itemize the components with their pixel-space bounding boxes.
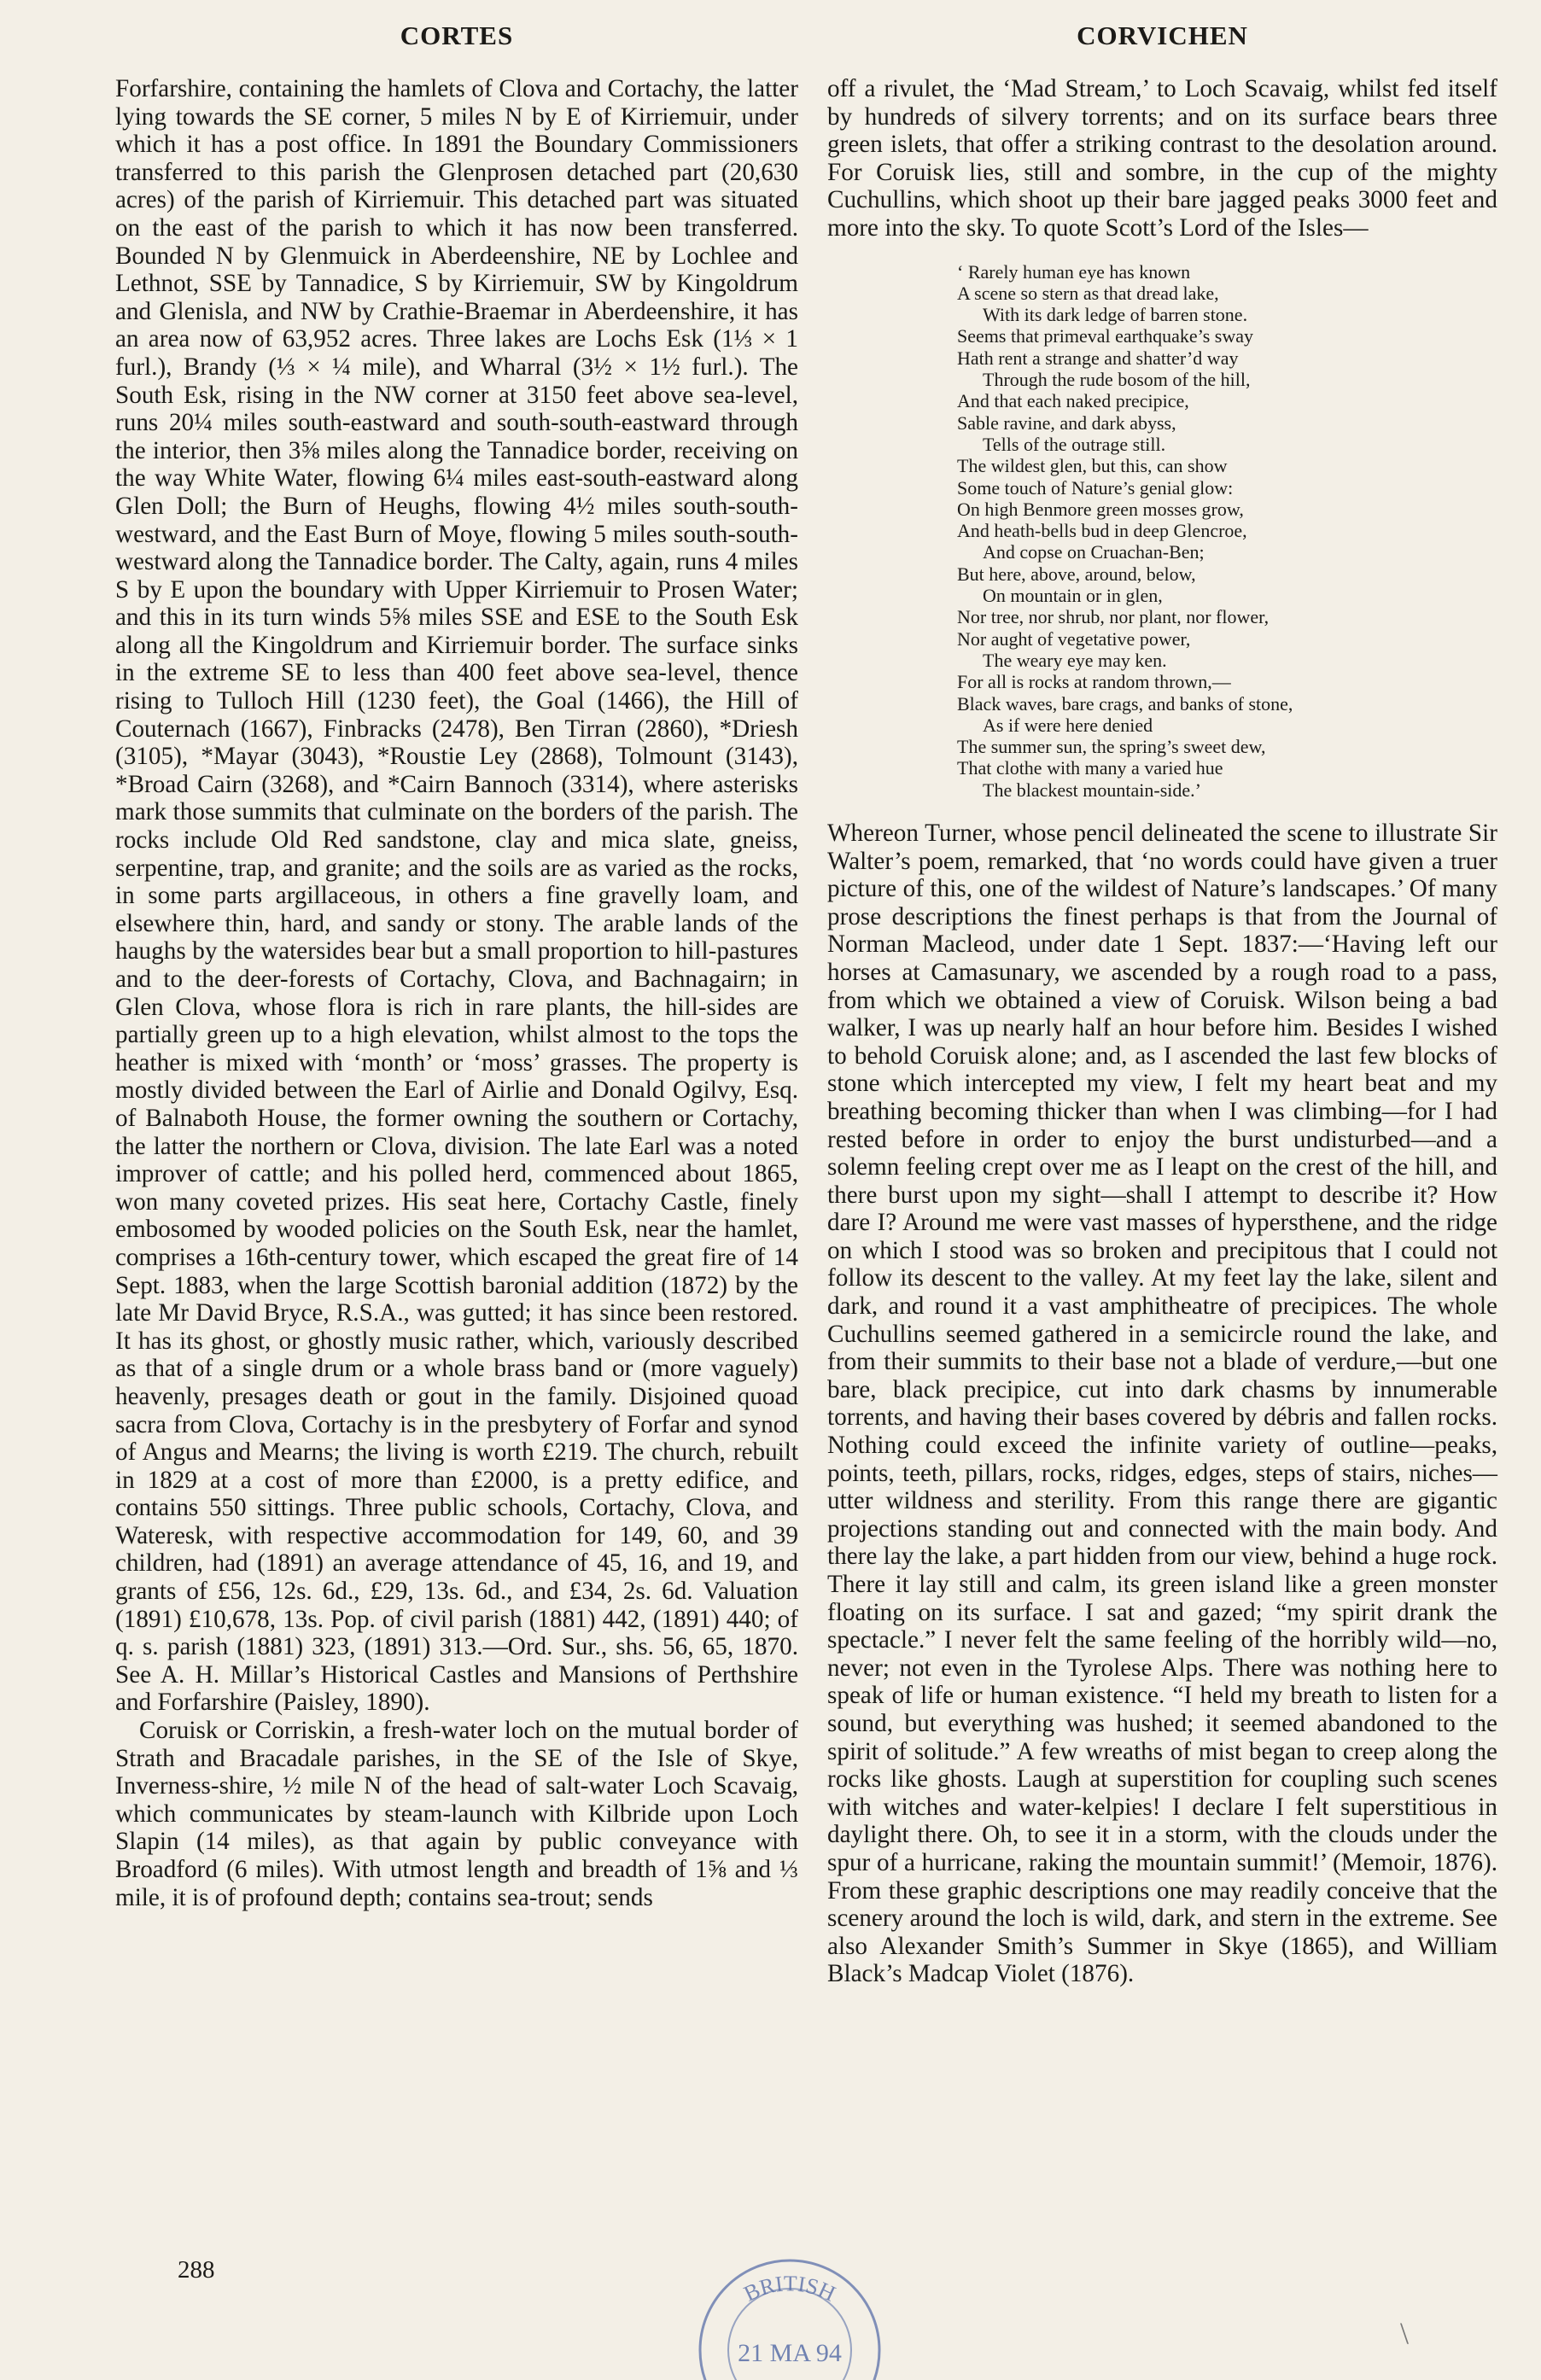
poem-line: And that each naked precipice, — [957, 390, 1189, 412]
poem-line: The weary eye may ken. — [983, 649, 1167, 671]
stamp-top-text: BRITISH — [739, 2271, 840, 2307]
poem-line: Black waves, bare crags, and banks of stone, — [957, 692, 1293, 715]
coruisk-continuation: off a rivulet, the ‘Mad Stream,’ to Loch Scavaig, whilst fed itself by hundreds of silvery torrents; and on its surface bears three green islets, that offer a striking contrast to the desolation around. For Coruisk lies, still and sombre, in the cup of the mighty Cuchullins, which shoot up their bare jagged peaks 3000 feet and more into the sky. To quote Scott’s Lord of the Isles— — [827, 75, 1497, 242]
poem-line: Hath rent a strange and shatter’d way — [957, 347, 1239, 369]
poem-line: On high Benmore green mosses grow, — [957, 498, 1244, 520]
poem-line: The wildest glen, but this, can show — [957, 455, 1228, 477]
poem-line: As if were here denied — [983, 714, 1153, 736]
poem-line: Seems that primeval earthquake’s sway — [957, 325, 1254, 347]
poem-line: And heath-bells bud in deep Glencroe, — [957, 520, 1247, 542]
left-running-head: CORTES — [400, 20, 514, 50]
poem-line: Nor aught of vegetative power, — [957, 627, 1191, 650]
library-stamp — [687, 2243, 892, 2380]
poem-line: Through the rude bosom of the hill, — [983, 369, 1251, 391]
poem-line: With its dark ledge of barren stone. — [983, 304, 1248, 326]
corner-mark: \ — [1400, 2316, 1410, 2350]
left-column — [115, 75, 798, 1911]
poem-line: For all is rocks at random thrown,— — [957, 671, 1231, 693]
poem-line: Sable ravine, and dark abyss, — [957, 411, 1176, 434]
poem-line: And copse on Cruachan-Ben; — [983, 541, 1205, 563]
poem-line: That clothe with many a varied hue — [957, 757, 1223, 779]
poem-line: Tells of the outrage still. — [983, 433, 1166, 455]
poem-line: ‘ Rarely human eye has known — [957, 260, 1191, 283]
poem-line: But here, above, around, below, — [957, 563, 1196, 585]
stamp-date-text: 21 MA 94 — [738, 2339, 842, 2367]
poem-line: Some touch of Nature’s genial glow: — [957, 476, 1234, 499]
poem-line: A scene so stern as that dread lake, — [957, 282, 1219, 304]
poem-line: The summer sun, the spring’s sweet dew, — [957, 736, 1266, 758]
coruisk-paragraph: Coruisk or Corriskin, a fresh-water loch on the mutual border of Strath and Bracadale parishes, in the SE of the Isle of Skye, Inverness-shire, ½ mile N of the head of salt-water Loch Scavaig, which communicates by steam-launch with Kilbride upon Loch Slapin (14 miles), as that again by public conveyance with Broadford (6 miles). With utmost length and breadth of 1⅝ and ⅓ mile, it is of profound depth; contains sea-trout; sends — [115, 1717, 798, 1911]
poem-line: The blackest mountain-side.’ — [983, 779, 1201, 801]
turner-paragraph: Whereon Turner, whose pencil delineated the scene to illustrate Sir Walter’s poem, remarked, that ‘no words could have given a truer picture of this, one of the wildest of Nature’s landscapes.’ Of many prose descriptions the finest perhaps is that from the Journal of Norman Macleod, under date 1 Sept. 1837:—‘Having left our horses at Camasunary, we ascended by a rough road to a pass, from which we obtained a view of Coruisk. Wilson being a bad walker, I was up nearly half an hour before him. Besides I wished to behold Coruisk alone; and, as I ascended the last few blocks of stone which intercepted my view, I felt my heart beat and my breathing becoming thicker than when I was climbing—for I had rested before in order to enjoy the burst undisturbed—and a solemn feeling crept over me as I leapt on the crest of the hill, and there burst upon my sight—shall I attempt to describe it? How dare I? Around me were vast masses of hypersthene, and the ridge on which I stood was so broken and precipitous that I could not follow its descent to the valley. At my feet lay the lake, silent and dark, and round it a vast amphitheatre of precipices. The whole Cuchullins seemed gathered in a semicircle round the lake, and from their summits to their base not a blade of verdure,—but one bare, black precipice, cut into dark chasms by innumerable torrents, and having their bases covered by débris and fallen rocks. Nothing could exceed the infinite variety of outline—peaks, points, teeth, pillars, rocks, ridges, edges, steps of stairs, niches—utter wildness and sterility. From this range there are gigantic projections standing out and connected with the main body. And there lay the lake, a part hidden from our view, behind a huge rock. There it lay still and calm, its green island like a green monster floating on its surface. I sat and gazed; “my spirit drank the spectacle.” I never felt the same feeling of the horribly wild—no, never; not even in the Tyrolese Alps. There was nothing here to speak of life or human existence. “I held my breath to listen for a sound, but everything was hushed; it seemed abandoned to the spirit of solitude.” A few wreaths of mist began to creep along the rocks like ghosts. Laugh at superstition for coupling such scenes with witches and water-kelpies! I declare I felt superstitious in daylight there. Oh, to see it in a storm, with the clouds under the spur of a hurricane, raking the mountain summit!’ (Memoir, 1876). From these graphic descriptions one may readily conceive that the scenery around the loch is wild, dark, and stern in the extreme. See also Alexander Smith’s Summer in Skye (1865), and William Black’s Madcap Violet (1876). — [827, 819, 1497, 1988]
poem-line: On mountain or in glen, — [983, 585, 1163, 607]
page-number: 288 — [178, 2256, 215, 2284]
right-column — [827, 75, 1497, 1988]
poem-line: Nor tree, nor shrub, nor plant, nor flower, — [957, 606, 1270, 628]
right-running-head: CORVICHEN — [1077, 20, 1248, 50]
poem-quote — [957, 261, 1497, 801]
cortachy-paragraph: Forfarshire, containing the hamlets of Clova and Cortachy, the latter lying towards the SE corner, 5 miles N by E of Kirriemuir, under which it has a post office. In 1891 the Boundary Commissioners transferred to this parish the Glenprosen detached part (20,630 acres) of the parish of Kirriemuir. This detached part was situated on the east of the parish to which it has now been transferred. Bounded N by Glenmuick in Aberdeenshire, NE by Lochlee and Lethnot, SSE by Tannadice, S by Kirriemuir, SW by Kingoldrum and Glenisla, and NW by Crathie-Braemar in Aberdeenshire, it has an area now of 63,952 acres. Three lakes are Lochs Esk (1⅓ × 1 furl.), Brandy (⅓ × ¼ mile), and Wharral (3½ × 1½ furl.). The South Esk, rising in the NW corner at 3150 feet above sea-level, runs 20¼ miles south-eastward and south-south-eastward through the interior, then 3⅝ miles along the Tannadice border, receiving on the way White Water, flowing 6¼ miles east-south-eastward along Glen Doll; the Burn of Heughs, flowing 4½ miles south-south-westward, and the East Burn of Moye, flowing 5 miles south-south-westward along the Tannadice border. The Calty, again, runs 4 miles S by E upon the boundary with Upper Kirriemuir to Prosen Water; and this in its turn winds 5⅝ miles SSE and ESE to the South Esk along all the Kingoldrum and Kirriemuir border. The surface sinks in the extreme SE to less than 400 feet above sea-level, thence rising to Tulloch Hill (1230 feet), the Goal (1466), the Hill of Couternach (1667), Finbracks (2478), Ben Tirran (2860), *Driesh (3105), *Mayar (3043), *Roustie Ley (2868), Tolmount (3143), *Broad Cairn (3268), and *Cairn Bannoch (3314), where asterisks mark those summits that culminate on the borders of the parish. The rocks include Old Red sandstone, clay and mica slate, gneiss, serpentine, trap, and granite; and the soils are as varied as the rocks, in some parts argillaceous, in others a fine gravelly loam, and elsewhere thin, hard, and sandy or stony. The arable lands of the haughs by the watersides bear but a small proportion to hill-pastures and to the deer-forests of Cortachy, Clova, and Bachnagairn; in Glen Clova, whose flora is rich in rare plants, the hill-sides are partially green up to a high elevation, whilst almost to the tops the heather is mixed with ‘month’ or ‘moss’ grasses. The property is mostly divided between the Earl of Airlie and Donald Ogilvy, Esq. of Balnaboth House, the former owning the southern or Cortachy, the latter the northern or Clova, division. The late Earl was a noted improver of cattle; and his polled herd, commenced about 1865, won many coveted prizes. His seat here, Cortachy Castle, finely embosomed by wooded policies on the South Esk, near the hamlet, comprises a 16th-century tower, which escaped the great fire of 14 Sept. 1883, when the large Scottish baronial addition (1872) by the late Mr David Bryce, R.S.A., was gutted; it has since been restored. It has its ghost, or ghostly music rather, which, variously described as that of a single drum or a whole brass band or (more vaguely) heavenly, presages death or gout in the family. Disjoined quoad sacra from Clova, Cortachy is in the presbytery of Forfar and synod of Angus and Mearns; the living is worth £219. The church, rebuilt in 1829 at a cost of more than £2000, is a pretty edifice, and contains 550 sittings. Three public schools, Cortachy, Clova, and Wateresk, with respective accommodation for 149, 60, and 39 children, had (1891) an average attendance of 45, 16, and 19, and grants of £56, 12s. 6d., £29, 13s. 6d., and £34, 2s. 6d. Valuation (1891) £10,678, 13s. Pop. of civil parish (1881) 442, (1891) 440; of q. s. parish (1881) 323, (1891) 313.—Ord. Sur., shs. 56, 65, 1870. See A. H. Millar’s Historical Castles and Mansions of Perthshire and Forfarshire (Paisley, 1890). — [115, 75, 798, 1717]
